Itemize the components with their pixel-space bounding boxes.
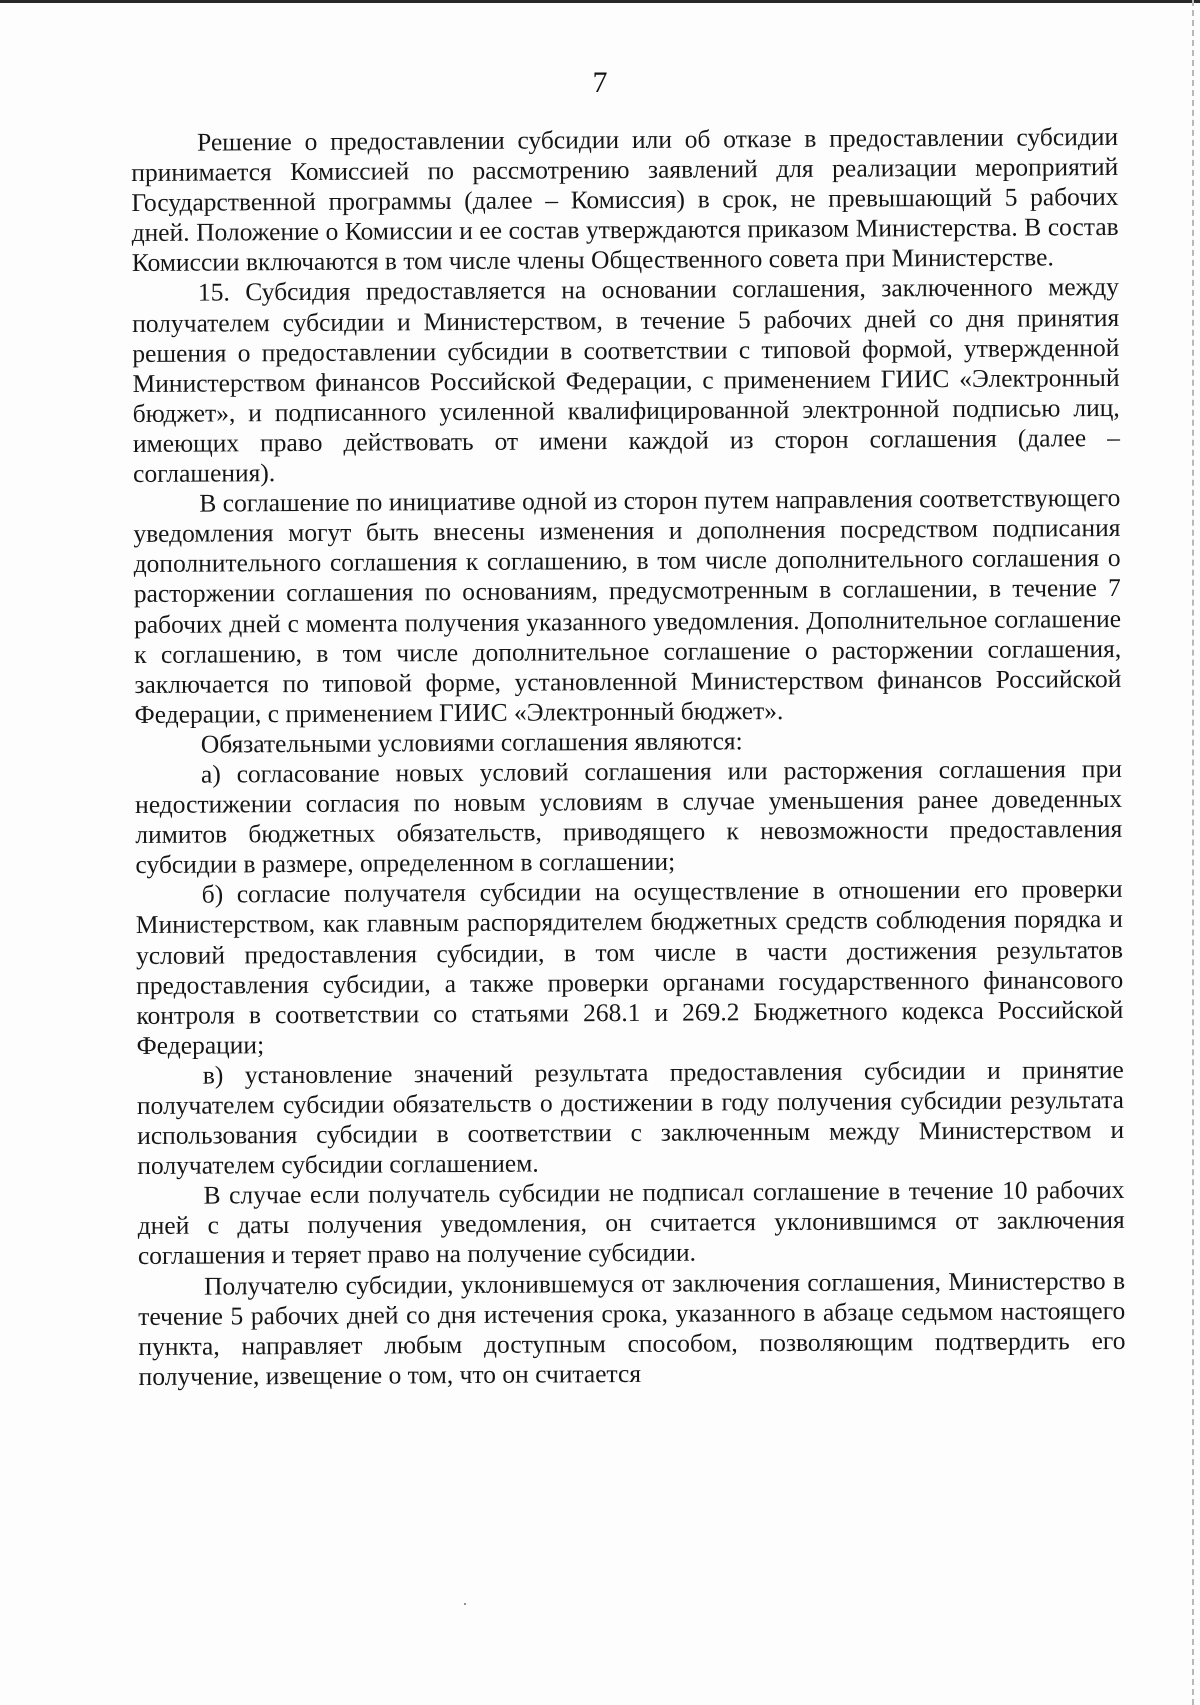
scan-speck [464, 1603, 466, 1605]
paragraph-condition-a: а) согласование новых условий соглашения или расторжения соглашения при недостижении согласия по новым условиям в случае уменьшения ранее доведенных лимитов бюджетных обязательств, приводящего к невозможности предоставления субсидии в размере, определенном в соглашении; [135, 753, 1123, 880]
paragraph-item-15: 15. Субсидия предоставляется на основании соглашения, заключенного между получателем субсидии и Министерством, в течение 5 рабочих дней со дня принятия решения о предоставлении субсидии в соответствии с типовой формой, утвержденной Министерством финансов Российской Федерации, с применением ГИИС «Электронный бюджет», и подписанного усиленной квалифицированной электронной подписью лиц, имеющих право действовать от имени каждой из сторон соглашения (далее – соглашения). [132, 272, 1120, 489]
paragraph-amendments: В соглашение по инициативе одной из сторон путем направления соответствующего уведомления могут быть внесены изменения и дополнения посредством подписания дополнительного соглашения к соглашению, в том числе дополнительного соглашения о расторжении соглашения по основаниям, предусмотренным в соглашении, в течение 7 рабочих дней с момента получения указанного уведомления. Дополнительное соглашение к соглашению, в том числе дополнительное соглашение о расторжении соглашения, заключается по типовой форме, установленной Министерством финансов Российской Федерации, с применением ГИИС «Электронный бюджет». [133, 483, 1122, 729]
paragraph-notice: Получателю субсидии, уклонившемуся от заключения соглашения, Министерство в течение 5 рабочих дней со дня истечения срока, указанного в абзаце седьмом настоящего пункта, направляет любым доступным способом, позволяющим подтвердить его получение, извещение о том, что он считается [138, 1265, 1126, 1391]
scan-top-border [0, 0, 1200, 3]
paragraph-condition-c: в) установление значений результата предоставления субсидии и принятие получателем субсидии обязательств о достижении в году получения субсидии результата использования субсидии в соответствии с заключенным между Министерством и получателем субсидии соглашением. [136, 1054, 1125, 1181]
scan-right-edge [1192, 0, 1194, 1705]
paragraph-commission-decision: Решение о предоставлении субсидии или об отказе в предоставлении субсидии принимается Комиссией по рассмотрению заявлений для реализации мероприятий Государственной программы (далее – Комиссия) в срок, не превышающий 5 рабочих дней. Положение о Комиссии и ее состав утверждаются приказом Министерства. В состав Комиссии включаются в том числе члены Общественного совета при Министерстве. [131, 121, 1119, 278]
page-number: 7 [592, 66, 608, 99]
paragraph-condition-b: б) согласие получателя субсидии на осуществление в отношении его проверки Министерством, как главным распорядителем бюджетных средств соблюдения порядка и условий предоставления субсидии, в том числе в части достижения результатов предоставления субсидии, а также проверки органами государственного финансового контроля в соответствии со статьями 268.1 и 269.2 Бюджетного кодекса Российской Федерации; [135, 874, 1124, 1060]
document-body [131, 122, 1126, 1392]
paragraph-mandatory-conditions: Обязательными условиями соглашения являются: [200, 726, 743, 759]
paragraph-evasion: В случае если получатель субсидии не подписал соглашение в течение 10 рабочих дней с даты получения уведомления, он считается уклонившимся от заключения соглашения и теряет право на получение субсидии. [137, 1175, 1125, 1271]
